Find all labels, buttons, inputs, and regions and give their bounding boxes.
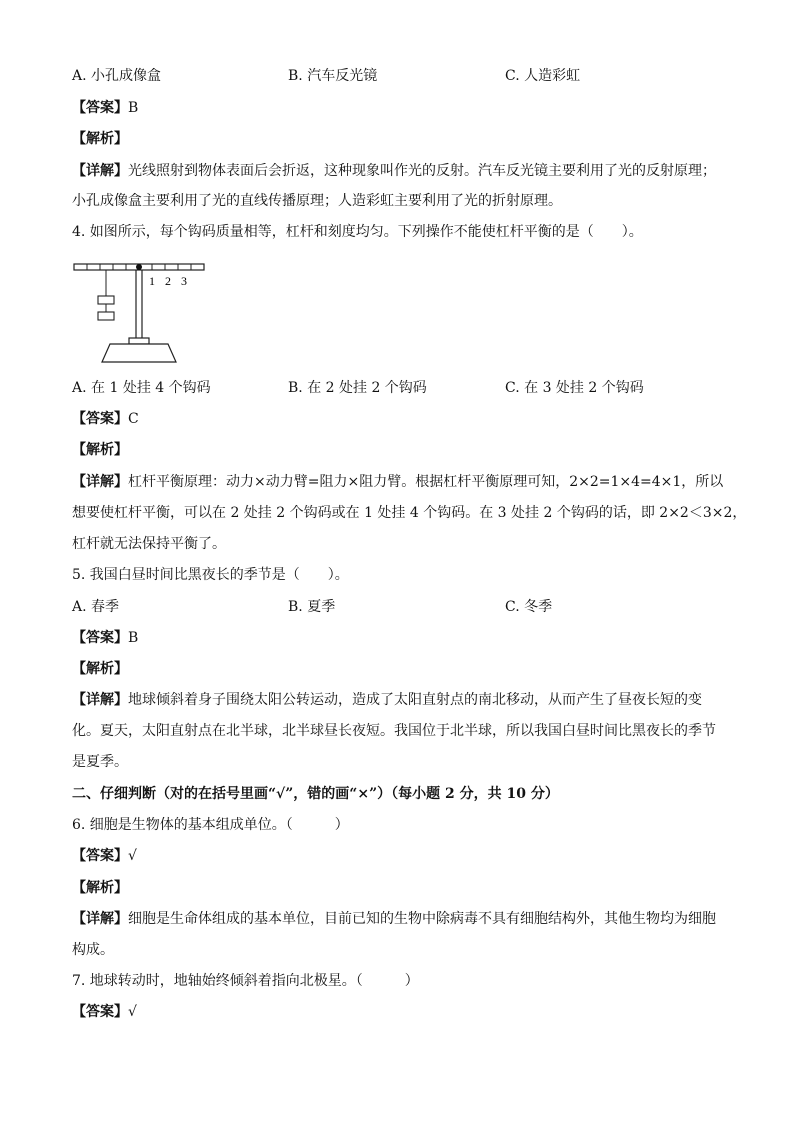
detail-tag: 【详解】	[72, 692, 128, 708]
detail-tag: 【详解】	[72, 474, 128, 490]
detail-tag: 【详解】	[72, 163, 128, 179]
answer-tag: 【答案】	[72, 1004, 128, 1020]
q3-option-a: A. 小孔成像盒	[72, 68, 162, 84]
q5-detail-line-1	[72, 690, 702, 710]
q4-detail-line-1	[72, 472, 723, 492]
q7-answer	[72, 1002, 137, 1022]
q4-detail-line-2: 想要使杠杆平衡，可以在 2 处挂 2 个钩码或在 1 处挂 4 个钩码。在 3 处挂 2 个钩码的话，即 2×2＜3×2，	[72, 505, 747, 521]
lever-figure	[72, 258, 212, 370]
answer-tag: 【答案】	[72, 100, 128, 116]
q7-answer-value: √	[128, 1004, 137, 1020]
q3-answer-value: B	[128, 100, 139, 116]
detail-tag: 【详解】	[72, 911, 128, 927]
q5-detail-line-2: 化。夏天，太阳直射点在北半球，北半球昼长夜短。我国位于北半球，所以我国白昼时间比黑夜长的季节	[72, 723, 716, 739]
q5-detail-line-3: 是夏季。	[72, 754, 128, 770]
q4-option-a: A. 在 1 处挂 4 个钩码	[72, 380, 211, 396]
q4-question: 4. 如图所示，每个钩码质量相等，杠杆和刻度均匀。下列操作不能使杠杆平衡的是（ ）。	[72, 224, 643, 240]
q3-detail-line-1	[72, 161, 716, 181]
q5-answer-value: B	[128, 630, 139, 646]
answer-tag: 【答案】	[72, 630, 128, 646]
q4-analysis-tag: 【解析】	[72, 442, 128, 458]
q5-analysis-tag: 【解析】	[72, 661, 128, 677]
q3-detail-text-1: 光线照射到物体表面后会折返，这种现象叫作光的反射。汽车反光镜主要利用了光的反射原理；	[128, 163, 716, 179]
q5-option-b: B. 夏季	[288, 599, 336, 615]
q3-analysis-tag: 【解析】	[72, 131, 128, 147]
scale-label-2: 2	[165, 274, 171, 288]
scale-label-1: 1	[149, 274, 155, 288]
q5-answer	[72, 628, 138, 648]
weight-icon	[98, 312, 114, 320]
q5-option-a: A. 春季	[72, 599, 120, 615]
q5-question: 5. 我国白昼时间比黑夜长的季节是（ ）。	[72, 567, 349, 583]
weight-icon	[98, 296, 114, 304]
q3-answer	[72, 98, 138, 118]
q4-option-b: B. 在 2 处挂 2 个钩码	[288, 380, 427, 396]
q7-question: 7. 地球转动时，地轴始终倾斜着指向北极星。（ ）	[72, 973, 419, 989]
section-2-title: 二、仔细判断（对的在括号里画“√”，错的画“×”）（每小题 2 分，共 10 分）	[72, 786, 559, 802]
stand-neck	[129, 338, 149, 344]
q4-answer	[72, 409, 139, 429]
q6-detail-line-1	[72, 909, 716, 929]
q6-analysis-tag: 【解析】	[72, 880, 128, 896]
stand-base	[102, 344, 176, 362]
q4-detail-text-1: 杠杆平衡原理：动力×动力臂=阻力×阻力臂。根据杠杆平衡原理可知，2×2=1×4=4×1，所以	[128, 474, 724, 490]
q3-option-c: C. 人造彩虹	[505, 68, 581, 84]
q5-detail-text-1: 地球倾斜着身子围绕太阳公转运动，造成了太阳直射点的南北移动，从而产生了昼夜长短的变	[128, 692, 702, 708]
scale-label-3: 3	[181, 274, 187, 288]
q6-answer-value: √	[128, 848, 137, 864]
lever-diagram	[72, 258, 212, 370]
answer-tag: 【答案】	[72, 848, 128, 864]
pivot-icon	[136, 264, 142, 270]
q6-detail-line-2: 构成。	[72, 942, 114, 958]
q6-answer	[72, 846, 137, 866]
answer-tag: 【答案】	[72, 411, 128, 427]
q4-detail-line-3: 杠杆就无法保持平衡了。	[72, 536, 226, 552]
q4-answer-value: C	[128, 411, 139, 427]
q3-option-b: B. 汽车反光镜	[288, 68, 378, 84]
q6-detail-text-1: 细胞是生命体组成的基本单位，目前已知的生物中除病毒不具有细胞结构外，其他生物均为细胞	[128, 911, 716, 927]
q4-option-c: C. 在 3 处挂 2 个钩码	[505, 380, 644, 396]
q6-question: 6. 细胞是生物体的基本组成单位。（ ）	[72, 817, 349, 833]
q5-option-c: C. 冬季	[505, 599, 553, 615]
q3-detail-line-2: 小孔成像盒主要利用了光的直线传播原理；人造彩虹主要利用了光的折射原理。	[72, 193, 562, 209]
